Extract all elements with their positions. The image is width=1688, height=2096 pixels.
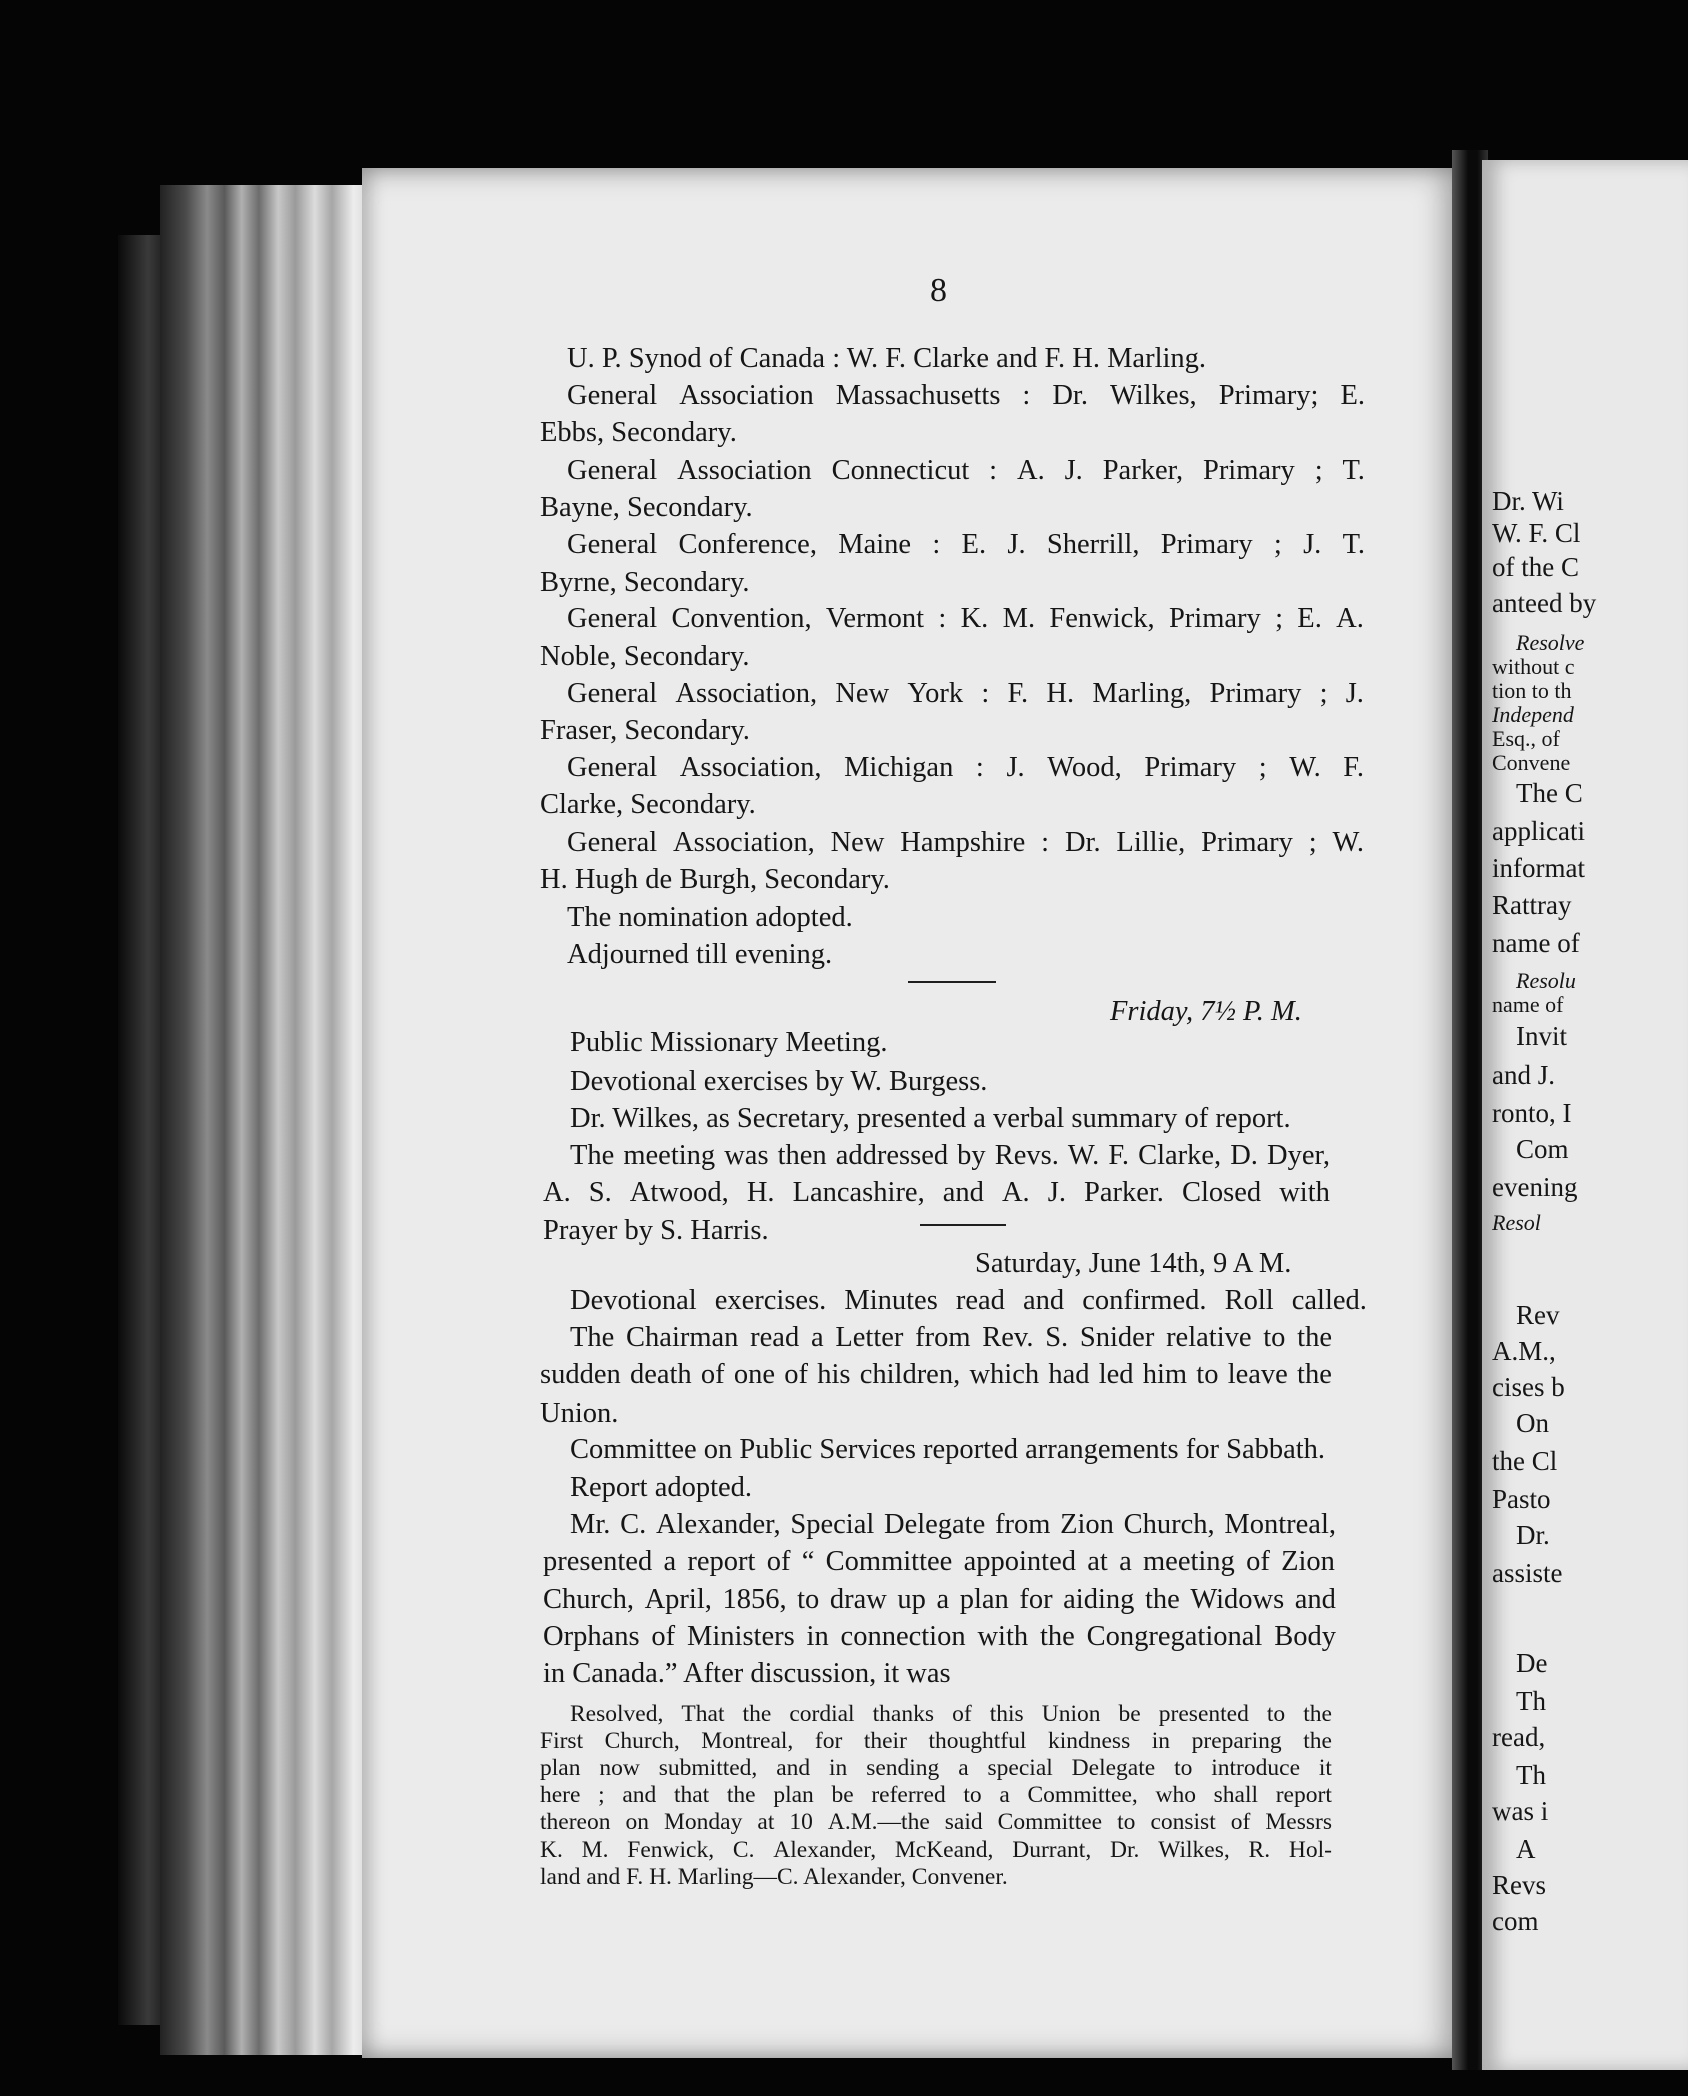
text-line: Church, April, 1856, to draw up a plan for aiding the Widows and (543, 1584, 1336, 1615)
text-line: sudden death of one of his children, which had led him to leave the (540, 1359, 1332, 1390)
text-line: Byrne, Secondary. (540, 567, 750, 598)
text-line: First Church, Montreal, for their thoughtful kindness in preparing the (540, 1728, 1332, 1754)
right-page-fragment: Th (1516, 1686, 1546, 1716)
text-line: Clarke, Secondary. (540, 789, 756, 820)
text-line: H. Hugh de Burgh, Secondary. (540, 864, 890, 895)
text-line: Mr. C. Alexander, Special Delegate from Zion Church, Montreal, (570, 1509, 1336, 1540)
text-line: Resolved, That the cordial thanks of this Union be presented to the (570, 1701, 1332, 1727)
text-line: Prayer by S. Harris. (543, 1215, 769, 1246)
right-page-fragment: W. F. Cl (1492, 518, 1581, 548)
text-line: U. P. Synod of Canada : W. F. Clarke and F. H. Marling. (567, 343, 1207, 374)
page-block-edge (160, 185, 375, 2055)
right-page-fragment: informat (1492, 853, 1585, 883)
text-line: Adjourned till evening. (567, 939, 833, 970)
right-page-fragment: applicati (1492, 816, 1585, 846)
text-line: Fraser, Secondary. (540, 715, 750, 746)
right-page-fragment: the Cl (1492, 1446, 1558, 1476)
text-line: land and F. H. Marling—C. Alexander, Convener. (540, 1864, 1008, 1890)
text-line: Committee on Public Services reported arrangements for Sabbath. (570, 1434, 1326, 1465)
text-line: plan now submitted, and in sending a special Delegate to introduce it (540, 1755, 1332, 1781)
right-page-fragment: assiste (1492, 1558, 1563, 1588)
right-page (1482, 160, 1688, 2070)
right-page-fragment: read, (1492, 1722, 1546, 1752)
text-line: Noble, Secondary. (540, 641, 750, 672)
right-page-fragment: name of (1492, 928, 1580, 958)
right-page-fragment: A (1516, 1834, 1536, 1864)
text-line: Devotional exercises by W. Burgess. (570, 1066, 988, 1097)
right-page-fragment: Resol (1492, 1210, 1541, 1235)
right-page-fragment: Esq., of (1492, 726, 1560, 751)
right-page-fragment: tion to th (1492, 678, 1572, 703)
text-line: thereon on Monday at 10 A.M.—the said Committee to consist of Messrs (540, 1809, 1332, 1835)
text-line: Saturday, June 14th, 9 A M. (975, 1248, 1292, 1279)
right-page-fragment: Rattray (1492, 890, 1572, 920)
section-divider-1 (908, 981, 996, 983)
right-page-fragment: anteed by (1492, 588, 1597, 618)
text-line: in Canada.” After discussion, it was (543, 1658, 951, 1689)
right-page-fragment: Invit (1516, 1021, 1567, 1051)
right-page-fragment: De (1516, 1648, 1548, 1678)
text-line: General Association Connecticut : A. J. Parker, Primary ; T. (567, 455, 1365, 486)
right-page-fragment: cises b (1492, 1372, 1565, 1402)
text-line: Friday, 7½ P. M. (1110, 996, 1302, 1027)
text-line: here ; and that the plan be referred to a Committee, who shall report (540, 1782, 1332, 1808)
right-page-fragment: A.M., (1492, 1336, 1556, 1366)
right-page-fragment: com (1492, 1906, 1539, 1936)
right-page-fragment: Resolu (1516, 968, 1576, 993)
text-line: The meeting was then addressed by Revs. W. F. Clarke, D. Dyer, (570, 1140, 1330, 1171)
text-line: Dr. Wilkes, as Secretary, presented a verbal summary of report. (570, 1103, 1291, 1134)
right-page-fragment: without c (1492, 654, 1575, 679)
text-line: General Association, Michigan : J. Wood, Primary ; W. F. (567, 752, 1364, 783)
page-number: 8 (930, 272, 947, 309)
right-page-fragment: evening (1492, 1172, 1578, 1202)
text-line: Orphans of Ministers in connection with the Congregational Body (543, 1621, 1336, 1652)
right-page-fragment: Convene (1492, 750, 1571, 775)
text-line: K. M. Fenwick, C. Alexander, McKeand, Durrant, Dr. Wilkes, R. Hol- (540, 1837, 1332, 1863)
text-line: General Association, New York : F. H. Marling, Primary ; J. (567, 678, 1364, 709)
text-line: The Chairman read a Letter from Rev. S. Snider relative to the (570, 1322, 1332, 1353)
right-page-fragment: On (1516, 1408, 1549, 1438)
text-line: Report adopted. (570, 1472, 753, 1503)
text-line: Devotional exercises. Minutes read and confirmed. Roll called. (570, 1285, 1367, 1316)
right-page-fragment: name of (1492, 992, 1564, 1017)
right-page-fragment: Resolve (1516, 630, 1585, 655)
right-page-fragment: Com (1516, 1134, 1569, 1164)
right-page-fragment: Th (1516, 1760, 1546, 1790)
right-page-fragment: Rev (1516, 1300, 1560, 1330)
right-page-fragment: Dr. Wi (1492, 486, 1564, 516)
right-page-fragment: and J. (1492, 1060, 1555, 1090)
text-line: Ebbs, Secondary. (540, 417, 737, 448)
text-line: Public Missionary Meeting. (570, 1027, 888, 1058)
text-line: The nomination adopted. (567, 902, 853, 933)
right-page-fragment: of the C (1492, 552, 1579, 582)
text-line: presented a report of “ Committee appointed at a meeting of Zion (543, 1546, 1335, 1577)
text-line: General Association Massachusetts : Dr. Wilkes, Primary; E. (567, 380, 1365, 411)
right-page-fragment: ronto, I (1492, 1098, 1572, 1128)
text-line: A. S. Atwood, H. Lancashire, and A. J. Parker. Closed with (543, 1177, 1330, 1208)
right-page-fragment: was i (1492, 1796, 1549, 1826)
text-line: General Association, New Hampshire : Dr. Lillie, Primary ; W. (567, 827, 1364, 858)
section-divider-2 (920, 1224, 1006, 1226)
text-line: Bayne, Secondary. (540, 492, 753, 523)
text-line: General Convention, Vermont : K. M. Fenwick, Primary ; E. A. (567, 603, 1364, 634)
text-line: Union. (540, 1398, 619, 1429)
right-page-fragment: The C (1516, 778, 1583, 808)
right-page-fragment: Dr. (1516, 1520, 1550, 1550)
right-page-fragment: Independ (1492, 702, 1574, 727)
right-page-fragment: Revs (1492, 1870, 1546, 1900)
right-page-fragment: Pasto (1492, 1484, 1551, 1514)
text-line: General Conference, Maine : E. J. Sherrill, Primary ; J. T. (567, 529, 1365, 560)
